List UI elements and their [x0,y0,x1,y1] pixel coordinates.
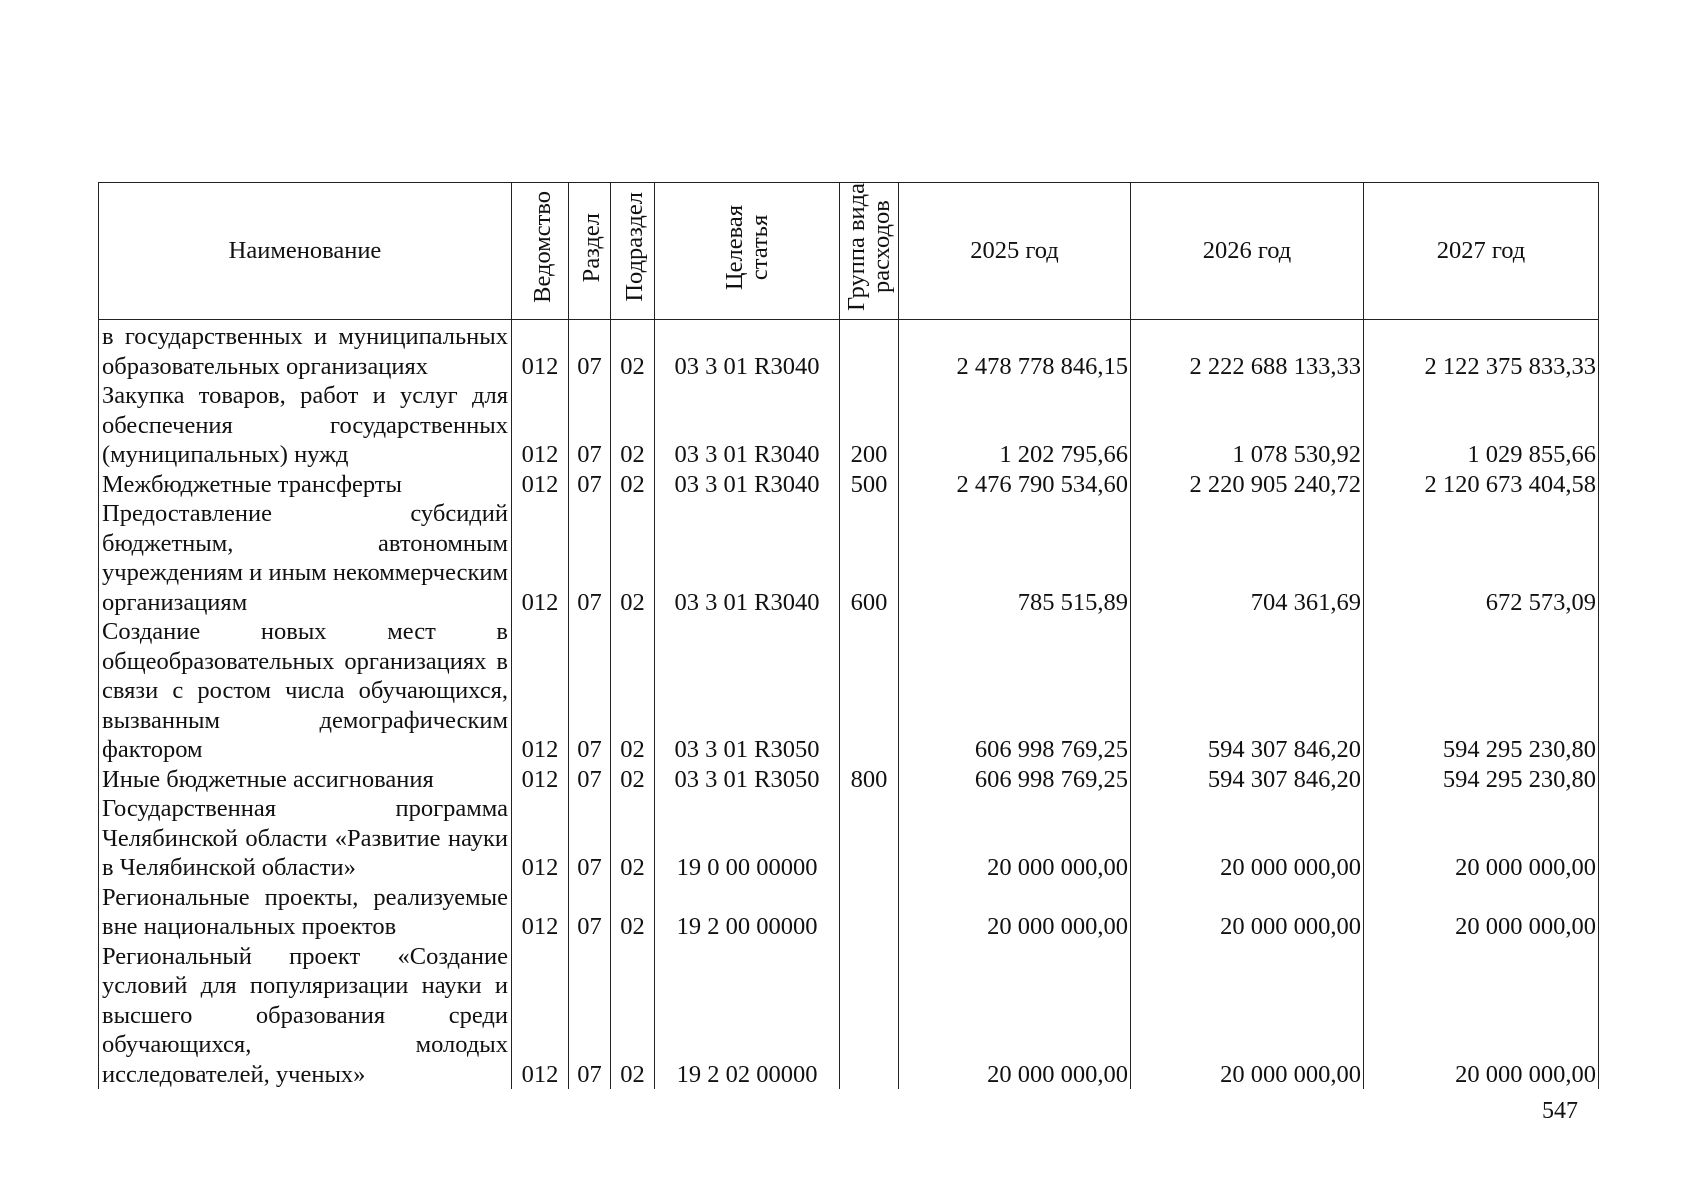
header-2025: 2025 год [899,183,1131,320]
table-row [99,381,1599,470]
cell-2026: 704 361,69 [1131,499,1364,617]
cell-name: в государственных и муниципальных образовательных организациях [99,320,512,382]
cell-target-article: 03 3 01 R3050 [655,765,840,795]
table-row [99,617,1599,765]
cell-expense-group [840,617,899,765]
cell-2027: 20 000 000,00 [1364,794,1599,883]
cell-razdel: 07 [569,499,611,617]
table-body [99,320,1599,1090]
cell-target-article: 03 3 01 R3050 [655,617,840,765]
cell-2027: 1 029 855,66 [1364,381,1599,470]
header-razdel: Раздел [569,183,611,320]
cell-2026: 20 000 000,00 [1131,942,1364,1090]
cell-ved: 012 [512,794,569,883]
cell-expense-group [840,942,899,1090]
table-row [99,765,1599,795]
cell-2026: 20 000 000,00 [1131,794,1364,883]
cell-name: Региональный проект «Создание условий для популяризации науки и высшего образования среди обучающихся, молодых исследователей, ученых» [99,942,512,1090]
cell-target-article: 03 3 01 R3040 [655,320,840,382]
cell-2027: 594 295 230,80 [1364,617,1599,765]
cell-podrazdel: 02 [611,883,655,942]
cell-ved: 012 [512,765,569,795]
cell-razdel: 07 [569,381,611,470]
cell-podrazdel: 02 [611,470,655,500]
cell-2026: 594 307 846,20 [1131,765,1364,795]
table-row [99,320,1599,382]
cell-target-article: 19 0 00 00000 [655,794,840,883]
cell-expense-group: 500 [840,470,899,500]
cell-expense-group: 600 [840,499,899,617]
cell-2027: 594 295 230,80 [1364,765,1599,795]
cell-target-article: 03 3 01 R3040 [655,381,840,470]
cell-2026: 1 078 530,92 [1131,381,1364,470]
header-2027: 2027 год [1364,183,1599,320]
cell-ved: 012 [512,320,569,382]
cell-2025: 20 000 000,00 [899,883,1131,942]
cell-expense-group: 800 [840,765,899,795]
cell-ved: 012 [512,499,569,617]
header-expense-group: Группа вида расходов [840,183,899,320]
table-header [99,183,1599,320]
cell-2027: 20 000 000,00 [1364,883,1599,942]
table-row [99,883,1599,942]
cell-razdel: 07 [569,320,611,382]
cell-expense-group [840,883,899,942]
cell-2025: 1 202 795,66 [899,381,1131,470]
cell-target-article: 03 3 01 R3040 [655,470,840,500]
cell-expense-group: 200 [840,381,899,470]
cell-2026: 20 000 000,00 [1131,883,1364,942]
cell-razdel: 07 [569,470,611,500]
cell-2027: 2 120 673 404,58 [1364,470,1599,500]
cell-2025: 2 476 790 534,60 [899,470,1131,500]
cell-razdel: 07 [569,617,611,765]
cell-target-article: 19 2 00 00000 [655,883,840,942]
cell-name: Иные бюджетные ассигнования [99,765,512,795]
cell-2026: 2 220 905 240,72 [1131,470,1364,500]
cell-razdel: 07 [569,883,611,942]
cell-podrazdel: 02 [611,499,655,617]
cell-2025: 785 515,89 [899,499,1131,617]
cell-target-article: 03 3 01 R3040 [655,499,840,617]
budget-table [98,182,1599,1089]
cell-ved: 012 [512,470,569,500]
cell-2025: 20 000 000,00 [899,794,1131,883]
cell-2027: 2 122 375 833,33 [1364,320,1599,382]
cell-name: Создание новых мест в общеобразовательных организациях в связи с ростом числа обучающихся, вызванным демографическим фактором [99,617,512,765]
header-target-article: Целевая статья [655,183,840,320]
table-row [99,942,1599,1090]
cell-expense-group [840,320,899,382]
cell-podrazdel: 02 [611,320,655,382]
cell-2026: 594 307 846,20 [1131,617,1364,765]
cell-ved: 012 [512,942,569,1090]
cell-2026: 2 222 688 133,33 [1131,320,1364,382]
cell-name: Региональные проекты, реализуемые вне национальных проектов [99,883,512,942]
cell-2025: 606 998 769,25 [899,765,1131,795]
header-2026: 2026 год [1131,183,1364,320]
cell-2027: 20 000 000,00 [1364,942,1599,1090]
cell-2025: 20 000 000,00 [899,942,1131,1090]
cell-target-article: 19 2 02 00000 [655,942,840,1090]
cell-podrazdel: 02 [611,381,655,470]
table-row [99,499,1599,617]
cell-2025: 606 998 769,25 [899,617,1131,765]
cell-2025: 2 478 778 846,15 [899,320,1131,382]
cell-razdel: 07 [569,942,611,1090]
cell-razdel: 07 [569,794,611,883]
page-number: 547 [1542,1098,1578,1124]
cell-podrazdel: 02 [611,765,655,795]
cell-2027: 672 573,09 [1364,499,1599,617]
cell-podrazdel: 02 [611,794,655,883]
header-ved: Ведомство [512,183,569,320]
cell-razdel: 07 [569,765,611,795]
cell-ved: 012 [512,883,569,942]
header-name: Наименование [99,183,512,320]
cell-podrazdel: 02 [611,942,655,1090]
cell-expense-group [840,794,899,883]
cell-name: Межбюджетные трансферты [99,470,512,500]
cell-ved: 012 [512,617,569,765]
cell-ved: 012 [512,381,569,470]
cell-podrazdel: 02 [611,617,655,765]
cell-name: Государственная программа Челябинской области «Развитие науки в Челябинской области» [99,794,512,883]
cell-name: Предоставление субсидий бюджетным, автономным учреждениям и иным некоммерческим организациям [99,499,512,617]
table-row [99,794,1599,883]
header-podrazdel: Подраздел [611,183,655,320]
table-row [99,470,1599,500]
cell-name: Закупка товаров, работ и услуг для обеспечения государственных (муниципальных) нужд [99,381,512,470]
